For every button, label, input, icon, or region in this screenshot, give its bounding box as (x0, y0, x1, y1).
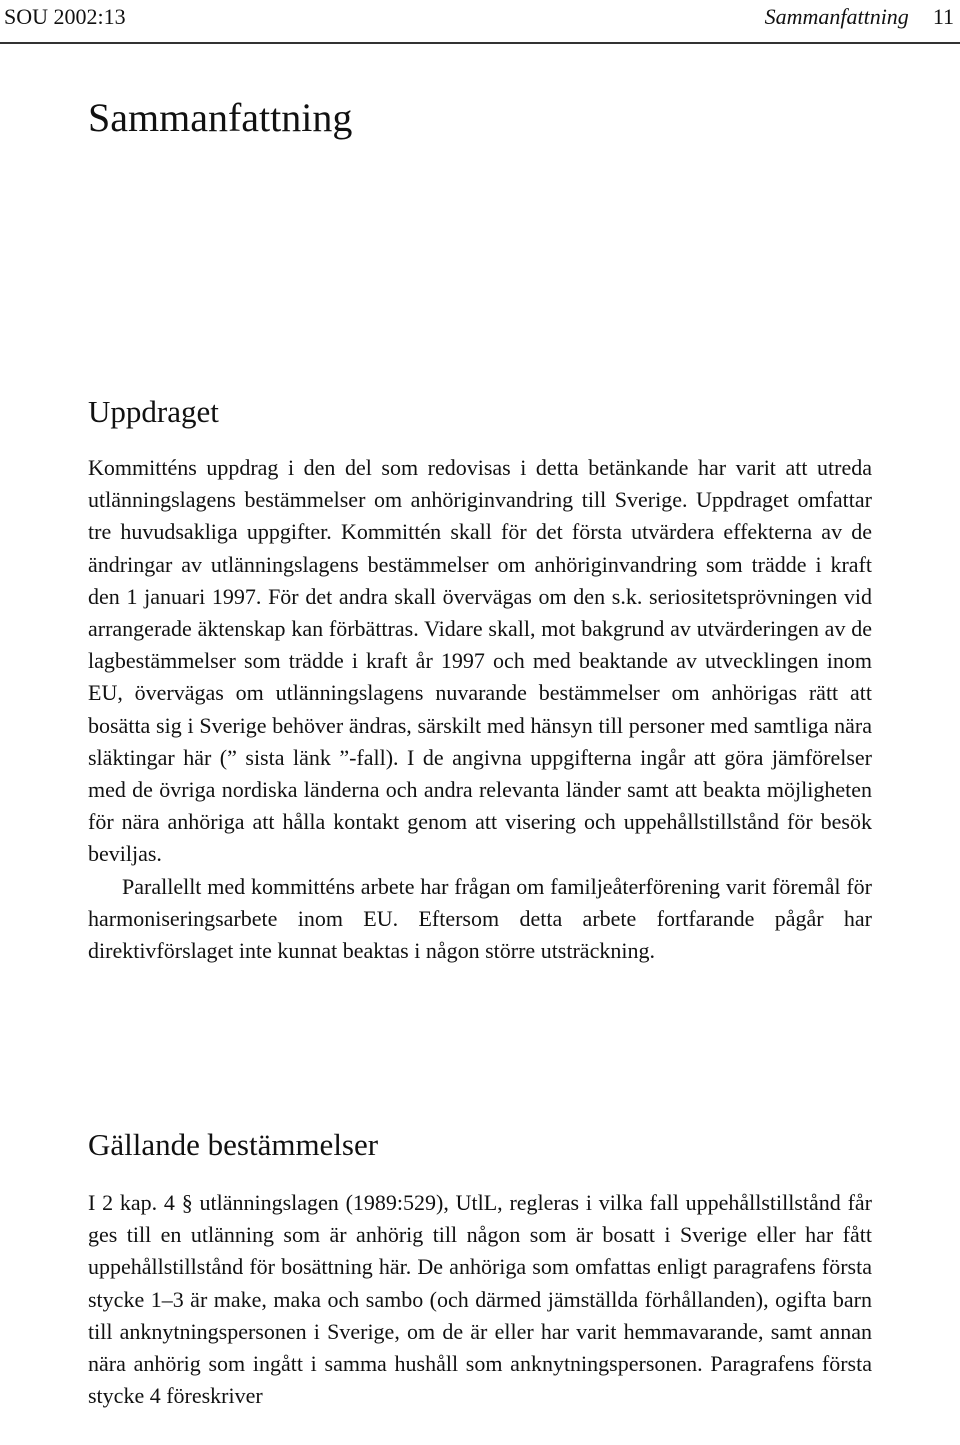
page-title: Sammanfattning (88, 95, 353, 140)
paragraph: Kommitténs uppdrag i den del som redovisas i detta betänkande har varit att utreda utlänningslagens bestämmelser om anhöriginvandring till Sverige. Uppdraget omfattar tre huvudsakliga uppgifter. Kommittén skall för det första utvärdera effekterna av de ändringar av utlänningslagens bestämmelser om anhöriginvandring som trädde i kraft den 1 januari 1997. För det andra skall övervägas om den s.k. seriositetsprövningen vid arrangerade äktenskap kan förbättras. Vidare skall, mot bakgrund av utvärderingen av de lagbestämmelser som trädde i kraft år 1997 och med beaktande av utvecklingen inom EU, övervägas om utlänningslagens nuvarande bestämmelser om anhörigas rätt att bosätta sig i Sverige behöver ändras, särskilt med hänsyn till personer med samtliga nära släktingar här (” sista länk ”-fall). I de angivna uppgifterna ingår att göra jämförelser med de övriga nordiska länderna och andra relevanta länder samt att beakta möjligheten för nära anhöriga att hålla kontakt genom att visering och uppehållstillstånd för besök beviljas. (88, 455, 872, 867)
section-heading-gallande-bestammelser: Gällande bestämmelser (88, 1127, 379, 1162)
page-number: 11 (932, 4, 954, 29)
section-heading-uppdraget: Uppdraget (88, 394, 219, 429)
header-section-title: Sammanfattning (764, 4, 909, 29)
running-header (0, 0, 960, 44)
document-reference: SOU 2002:13 (4, 4, 126, 29)
section-body-gallande-bestammelser (88, 1187, 872, 1412)
paragraph: I 2 kap. 4 § utlänningslagen (1989:529), UtlL, regleras i vilka fall uppehållstillstånd får ges till en utlänning som är anhörig till någon som är bosatt i Sverige eller har fått uppehållstillstånd för bosättning här. De anhöriga som omfattas enligt paragrafens första stycke 1–3 är make, maka och sambo (och därmed jämställda förhållanden), ogifta barn till anknytningspersonen i Sverige, om de är eller har varit hemmavarande, samt annan nära anhörig som ingått i samma hushåll som anknytningspersonen. Paragrafens första stycke 4 föreskriver (88, 1190, 872, 1409)
paragraph: Parallellt med kommitténs arbete har frågan om familjeåterförening varit föremål för harmoniseringsarbete inom EU. Eftersom detta arbete fortfarande pågår har direktivförslaget inte kunnat beaktas i någon större utsträckning. (88, 873, 872, 964)
header-right-group (765, 4, 954, 30)
section-body-uppdraget (88, 452, 872, 967)
